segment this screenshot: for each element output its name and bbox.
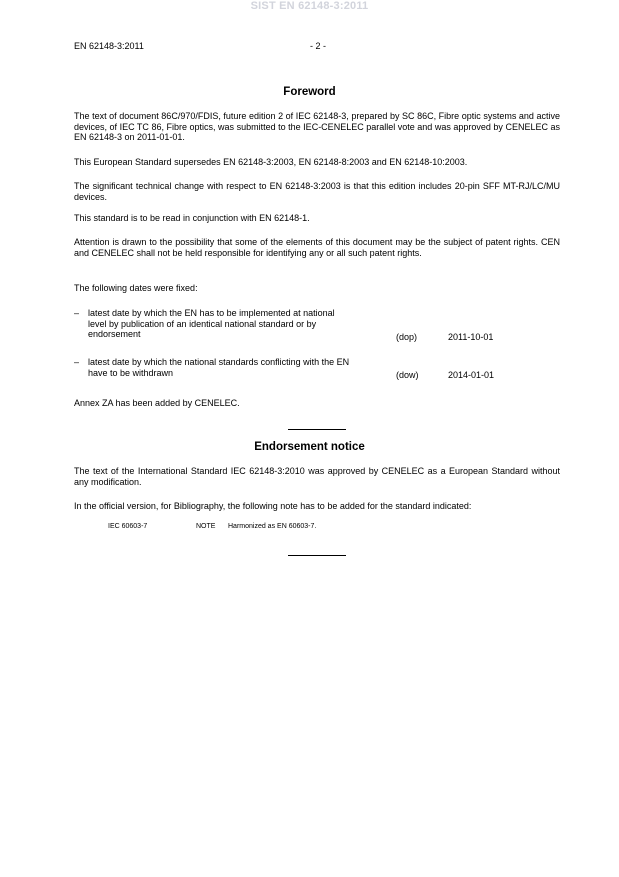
- endorsement-paragraph-1: The text of the International Standard IEC 62148-3:2010 was approved by CENELEC as a European Standard without any modification.: [74, 466, 560, 487]
- section-divider: [288, 555, 346, 556]
- date-code: (dop): [396, 332, 418, 342]
- annex-note: Annex ZA has been added by CENELEC.: [74, 398, 240, 408]
- date-description: latest date by which the national standards conflicting with the EN have to be withdrawn: [88, 357, 350, 378]
- date-code: (dow): [396, 370, 419, 380]
- note-reference: IEC 60603-7: [108, 523, 148, 530]
- endorsement-title: Endorsement notice: [254, 441, 365, 453]
- note-text: Harmonized as EN 60603-7.: [228, 523, 317, 530]
- foreword-paragraph-3: The significant technical change with respect to EN 62148-3:2003 is that this edition includes 20-pin SFF MT-RJ/LC/MU devices.: [74, 181, 560, 202]
- foreword-paragraph-6: The following dates were fixed:: [74, 283, 198, 293]
- note-label: NOTE: [196, 523, 216, 530]
- date-description: latest date by which the EN has to be implemented at national level by publication of an identical national standard or by endorsement: [88, 308, 335, 339]
- foreword-paragraph-5: Attention is drawn to the possibility that some of the elements of this document may be the subject of patent rights. CEN and CENELEC shall not be held responsible for identifying any or all such patent rights.: [74, 237, 560, 258]
- endorsement-paragraph-2: In the official version, for Bibliography, the following note has to be added for the standard indicated:: [74, 501, 472, 511]
- header-document-id: EN 62148-3:2011: [74, 41, 144, 51]
- foreword-paragraph-1: The text of document 86C/970/FDIS, future edition 2 of IEC 62148-3, prepared by SC 86C, Fibre optic systems and active devices, of IEC TC 86, Fibre optics, was submitted to the IEC-CENELEC parallel vote and was approved by CENELEC as EN 62148-3 on 2011-01-01.: [74, 111, 560, 142]
- watermark: SIST EN 62148-3:2011: [250, 0, 369, 12]
- header-page-number: - 2 -: [309, 41, 326, 51]
- section-divider: [288, 429, 346, 430]
- foreword-title: Foreword: [283, 86, 336, 98]
- foreword-paragraph-2: This European Standard supersedes EN 62148-3:2003, EN 62148-8:2003 and EN 62148-10:2003.: [74, 157, 468, 167]
- foreword-paragraph-4: This standard is to be read in conjunction with EN 62148-1.: [74, 213, 310, 223]
- list-dash: –: [74, 357, 80, 367]
- list-dash: –: [74, 308, 80, 318]
- date-value: 2014-01-01: [448, 370, 495, 380]
- date-value: 2011-10-01: [448, 332, 494, 342]
